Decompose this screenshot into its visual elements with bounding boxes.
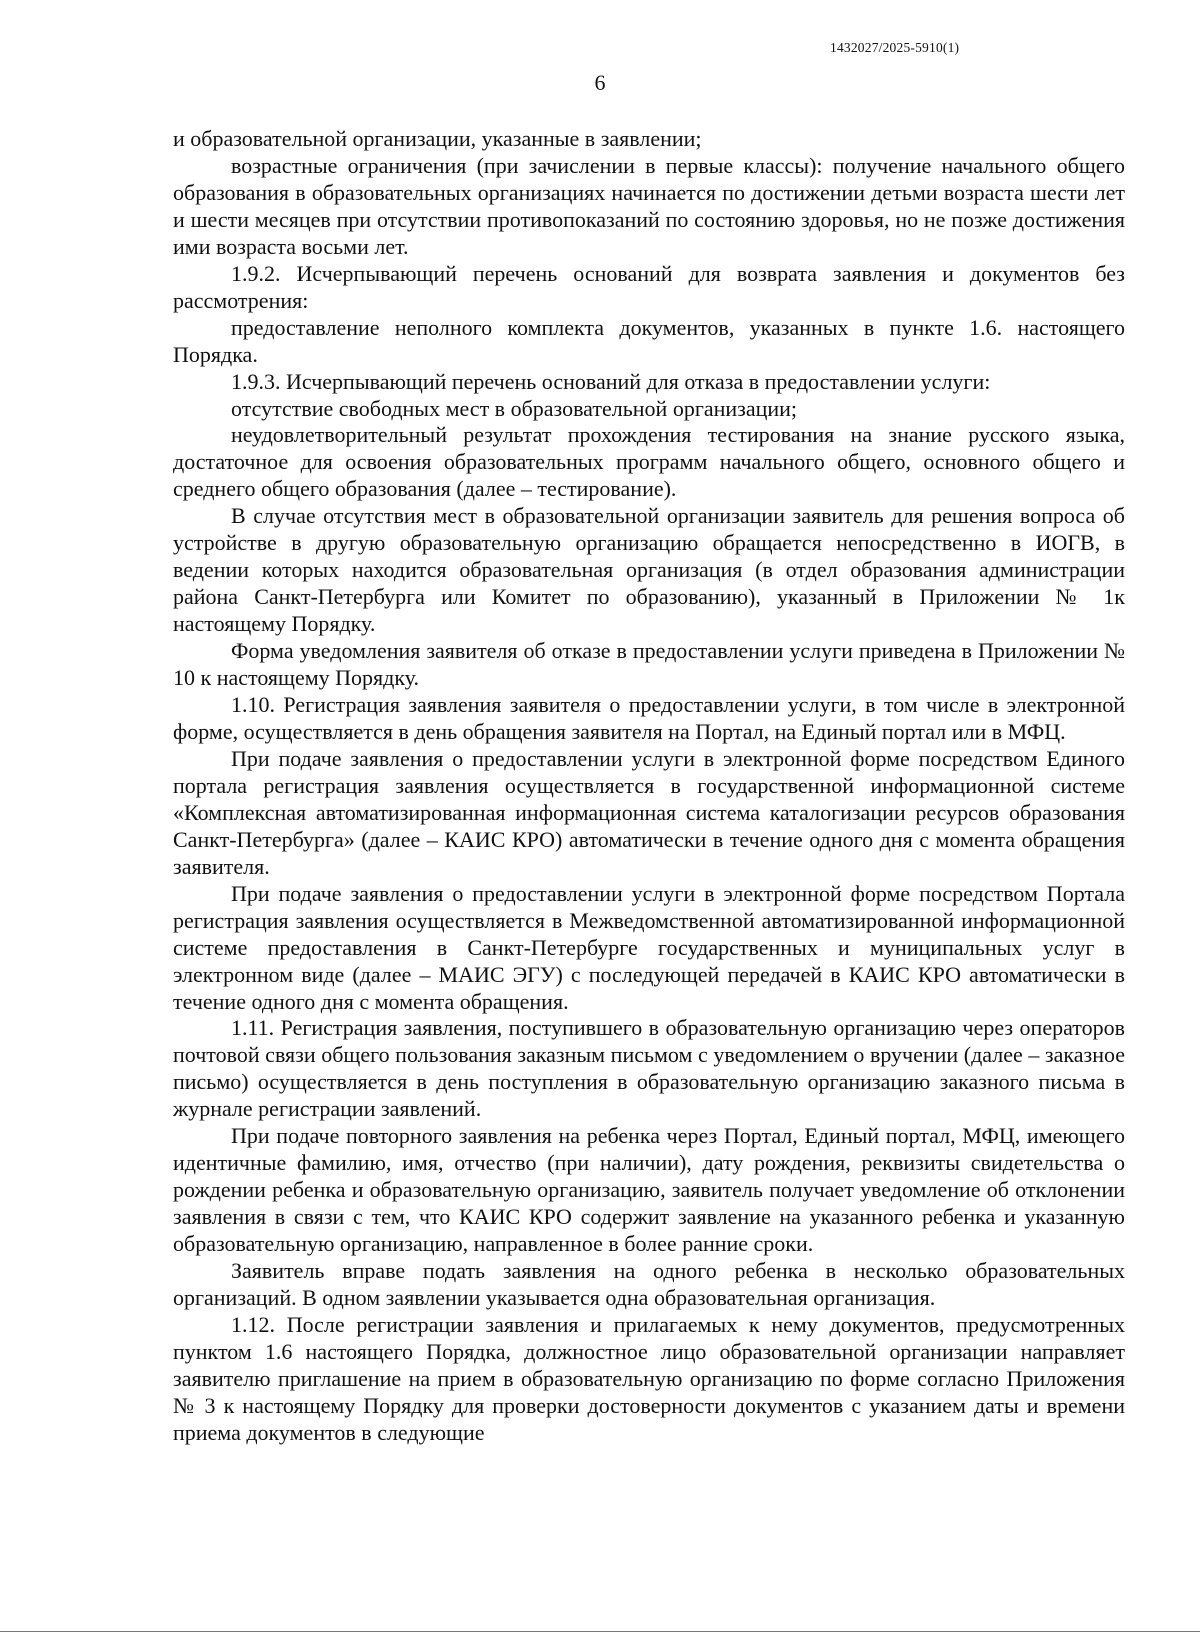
page-number: 6 bbox=[594, 70, 606, 95]
paragraph-1-12: 1.12. После регистрации заявления и прилагаемых к нему документов, предусмотренных пунктом 1.6 настоящего Порядка, должностное лицо образовательной организации направляет заявителю приглашение на прием в образовательную организацию по форме согласно Приложения № 3 к настоящему Порядку для проверки достоверности документов с указанием даты и времени приема документов в следующие bbox=[173, 1311, 1125, 1445]
paragraph-testing-result: неудовлетворительный результат прохождения тестирования на знание русского языка, достаточное для освоения образовательных программ начального общего, основного общего и среднего общего образования (далее – тестирование). bbox=[173, 422, 1125, 502]
paragraph-1-9-2: 1.9.2. Исчерпывающий перечень оснований для возврата заявления и документов без рассмотрения: bbox=[173, 260, 1125, 313]
page-bottom-divider bbox=[0, 1631, 1200, 1632]
paragraph-no-places-case: В случае отсутствия мест в образовательной организации заявитель для решения вопроса об устройстве в другую образовательную организацию обращается непосредственно в ИОГВ, в ведении которых находится образовательная организация (в отдел образования администрации района Санкт-Петербурга или Комитет по образованию), указанный в Приложении № 1к настоящему Порядку. bbox=[173, 503, 1125, 637]
paragraph-1-11: 1.11. Регистрация заявления, поступившего в образовательную организацию через операторов почтовой связи общего пользования заказным письмом с уведомлением о вручении (далее – заказное письмо) осуществляется в день поступления в образовательную организацию заказного письма в журнале регистрации заявлений. bbox=[173, 1015, 1125, 1122]
paragraph-refusal-form: Форма уведомления заявителя об отказе в предоставлении услуги приведена в Приложении № 10 к настоящему Порядку. bbox=[173, 638, 1125, 691]
paragraph-no-free-places: отсутствие свободных мест в образовательной организации; bbox=[231, 395, 798, 421]
document-number: 1432027/2025-5910(1) bbox=[830, 40, 960, 55]
paragraph-1-9-3: 1.9.3. Исчерпывающий перечень оснований для отказа в предоставлении услуги: bbox=[231, 368, 991, 394]
paragraph-incomplete-documents: предоставление неполного комплекта документов, указанных в пункте 1.6. настоящего Порядка. bbox=[173, 314, 1125, 367]
paragraph-continuation: и образовательной организации, указанные в заявлении; bbox=[173, 126, 702, 151]
paragraph-portal: При подаче заявления о предоставлении услуги в электронной форме посредством Портала регистрация заявления осуществляется в Межведомственной автоматизированной информационной системе предоставления в Санкт-Петербурге государственных и муниципальных услуг в электронном виде (далее – МАИС ЭГУ) с последующей передачей в КАИС КРО автоматически в течение одного дня с момента обращения. bbox=[173, 880, 1125, 1014]
paragraph-repeat-application: При подаче повторного заявления на ребенка через Портал, Единый портал, МФЦ, имеющего идентичные фамилию, имя, отчество (при наличии), дату рождения, реквизиты свидетельства о рождении ребенка и образовательную организацию, заявитель получает уведомление об отклонении заявления в связи с тем, что КАИС КРО содержит заявление на указанного ребенка и указанную образовательную организацию, направленное в более ранние сроки. bbox=[173, 1123, 1125, 1257]
paragraph-multiple-organizations: Заявитель вправе подать заявления на одного ребенка в несколько образовательных организаций. В одном заявлении указывается одна образовательная организация. bbox=[173, 1258, 1125, 1310]
paragraph-unified-portal: При подаче заявления о предоставлении услуги в электронной форме посредством Единого портала регистрация заявления осуществляется в государственной информационной системе «Комплексная автоматизированная информационная система каталогизации ресурсов образования Санкт-Петербурга» (далее – КАИС КРО) автоматически в течение одного дня с момента обращения заявителя. bbox=[173, 745, 1125, 879]
document-body bbox=[173, 126, 1125, 1447]
paragraph-age-limits: возрастные ограничения (при зачислении в первые классы): получение начального общего образования в образовательных организациях начинается по достижении детьми возраста шести лет и шести месяцев при отсутствии противопоказаний по состоянию здоровья, но не позже достижения ими возраста восьми лет. bbox=[173, 152, 1125, 259]
paragraph-1-10: 1.10. Регистрация заявления заявителя о предоставлении услуги, в том числе в электронной форме, осуществляется в день обращения заявителя на Портал, на Единый портал или в МФЦ. bbox=[173, 692, 1125, 744]
